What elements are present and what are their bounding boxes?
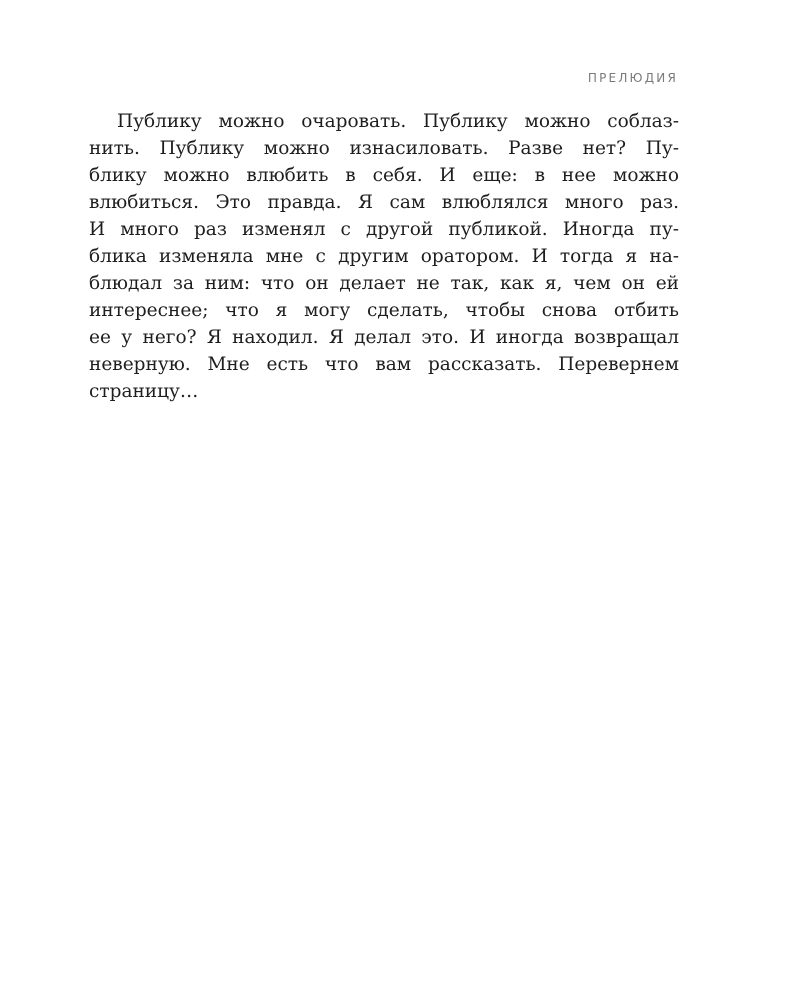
paragraph-line: влюбиться. Это правда. Я сам влюблялся много раз. bbox=[89, 192, 679, 213]
paragraph-line: неверную. Мне есть что вам рассказать. Перевернем bbox=[89, 354, 679, 375]
paragraph-line: нить. Публику можно изнасиловать. Разве нет? Пу- bbox=[89, 138, 679, 159]
paragraph-line: страницу… bbox=[89, 381, 199, 402]
paragraph-line: Публику можно очаровать. Публику можно соблаз- bbox=[117, 111, 679, 132]
paragraph-line: блику можно влюбить в себя. И еще: в нее можно bbox=[89, 165, 679, 186]
running-head: ПРЕЛЮДИЯ bbox=[587, 71, 678, 85]
paragraph-line: И много раз изменял с другой публикой. Иногда пу- bbox=[89, 219, 679, 240]
paragraph-line: ее у него? Я находил. Я делал это. И иногда возвращал bbox=[89, 327, 679, 348]
paragraph-line: блюдал за ним: что он делает не так, как я, чем он ей bbox=[89, 273, 679, 294]
paragraph-line: блика изменяла мне с другим оратором. И тогда я на- bbox=[89, 246, 679, 267]
paragraph-line: интереснее; что я могу сделать, чтобы снова отбить bbox=[89, 300, 679, 321]
body-paragraph bbox=[89, 108, 679, 405]
